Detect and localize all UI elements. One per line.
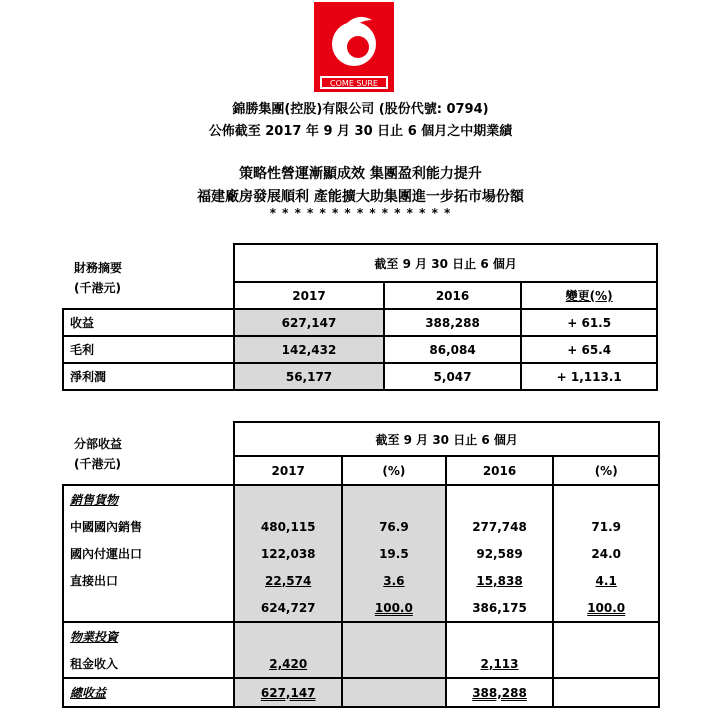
table-row	[63, 336, 657, 363]
section-goods: 銷售貨物	[70, 493, 119, 507]
cell-value: 19.5	[342, 540, 446, 567]
table-row	[63, 540, 659, 567]
table-row	[63, 650, 659, 678]
headline-2: 福建廠房發展順利 產能擴大助集團進一步拓市場份額	[197, 189, 524, 205]
summary-col-change: 變更(%)	[521, 282, 657, 309]
cell-value: + 1,113.1	[521, 363, 657, 390]
table-row	[63, 594, 659, 622]
row-label: 淨利潤	[63, 363, 234, 390]
table-row	[63, 309, 657, 336]
cell-value: 86,084	[384, 336, 522, 363]
total-2017: 627,147	[260, 685, 316, 700]
cell-value: 5,047	[384, 363, 522, 390]
row-label: 直接出口	[63, 567, 234, 594]
cell-value: + 61.5	[521, 309, 657, 336]
cell-value: 3.6	[383, 573, 405, 588]
cell-value: + 65.4	[521, 336, 657, 363]
segment-unit: (千港元)	[74, 457, 121, 471]
cell-value: 388,288	[384, 309, 522, 336]
segment-revenue-table	[62, 421, 660, 708]
table-row	[63, 513, 659, 540]
cell-value: 71.9	[553, 513, 659, 540]
summary-title: 財務摘要	[74, 261, 123, 275]
subtotal-pct-2016: 100.0	[587, 600, 626, 615]
star-divider: * * * * * * * * * * * * * * *	[269, 206, 452, 220]
summary-col-2017: 2017	[234, 282, 384, 309]
cell-value: 56,177	[234, 363, 384, 390]
cell-value: 627,147	[234, 309, 384, 336]
financial-summary-table	[62, 243, 658, 391]
row-label: 國內付運出口	[63, 540, 234, 567]
report-title: 公佈截至 2017 年 9 月 30 日止 6 個月之中期業績	[208, 124, 513, 139]
table-row	[63, 678, 659, 707]
company-name: 錦勝集團(控股)有限公司 (股份代號: 0794)	[232, 102, 489, 117]
segment-col-pct-2016: (%)	[553, 456, 659, 485]
cell-value: 15,838	[476, 573, 523, 588]
subtotal-2016: 386,175	[446, 594, 554, 622]
subtotal-pct-2017: 100.0	[374, 600, 413, 615]
segment-title: 分部收益	[74, 437, 123, 451]
section-property: 物業投資	[70, 630, 119, 644]
cell-value: 92,589	[446, 540, 554, 567]
segment-col-2016: 2016	[446, 456, 554, 485]
summary-period-header: 截至 9 月 30 日止 6 個月	[234, 244, 657, 282]
cell-value: 76.9	[342, 513, 446, 540]
segment-period-header: 截至 9 月 30 日止 6 個月	[234, 422, 659, 456]
table-row	[63, 567, 659, 594]
row-label: 毛利	[63, 336, 234, 363]
cell-value: 24.0	[553, 540, 659, 567]
row-label: 租金收入	[63, 650, 234, 678]
segment-col-pct-2017: (%)	[342, 456, 446, 485]
row-label: 收益	[63, 309, 234, 336]
subtotal-2017: 624,727	[234, 594, 342, 622]
cell-value: 122,038	[234, 540, 342, 567]
table-row	[63, 622, 659, 650]
segment-col-2017: 2017	[234, 456, 342, 485]
cell-value: 277,748	[446, 513, 554, 540]
company-logo	[314, 2, 394, 92]
table-row	[63, 363, 657, 390]
table-row	[63, 485, 659, 513]
summary-unit: (千港元)	[74, 281, 121, 295]
cell-value: 480,115	[234, 513, 342, 540]
cell-value: 2,420	[269, 656, 308, 671]
row-label: 中國國內銷售	[63, 513, 234, 540]
cell-value: 142,432	[234, 336, 384, 363]
summary-col-2016: 2016	[384, 282, 522, 309]
cell-value: 4.1	[595, 573, 617, 588]
cell-value: 22,574	[265, 573, 312, 588]
headline-1: 策略性營運漸顯成效 集團盈利能力提升	[239, 166, 482, 182]
total-2016: 388,288	[472, 685, 527, 700]
logo-text: COME SURE	[330, 79, 378, 88]
total-revenue-label: 總收益	[70, 686, 107, 700]
cell-value: 2,113	[480, 656, 519, 671]
